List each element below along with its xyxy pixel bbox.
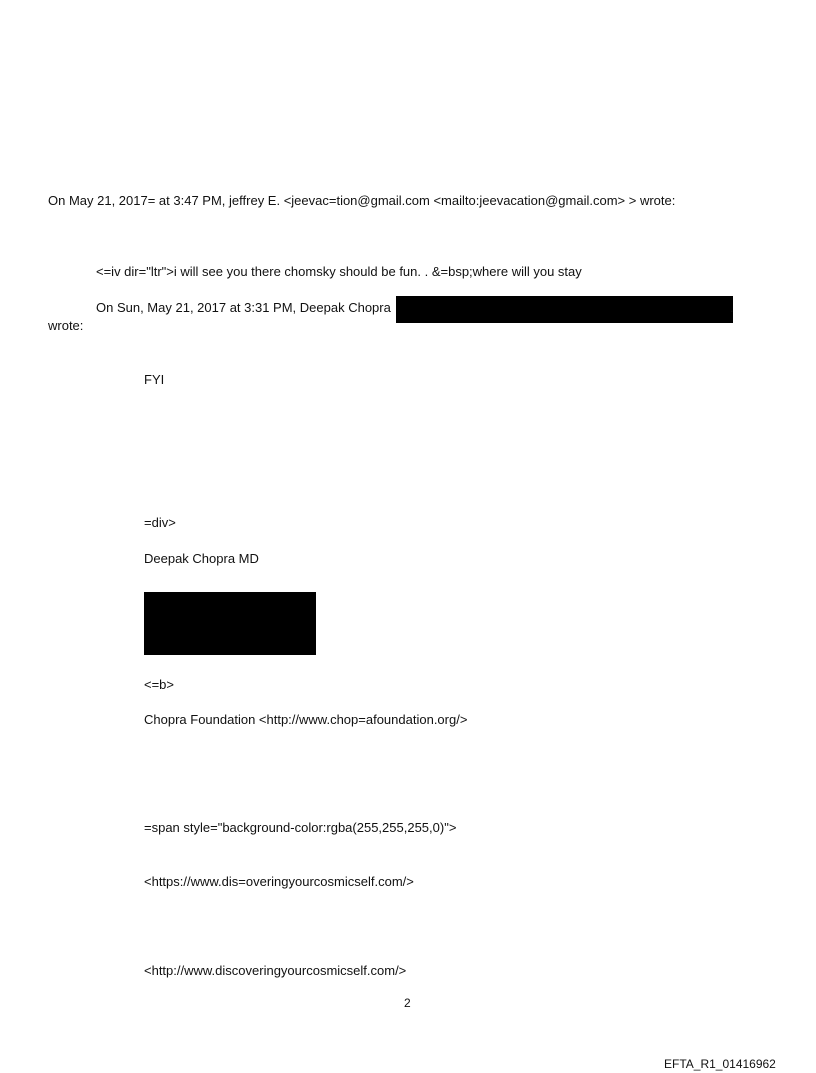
cosmic-self-link-1: <https://www.dis=overingyourcosmicself.com/>	[144, 874, 414, 889]
quoted-header-line: On Sun, May 21, 2017 at 3:31 PM, Deepak Chopra	[96, 300, 391, 315]
page-number: 2	[404, 996, 411, 1010]
div-tag-text: =div>	[144, 515, 176, 530]
fyi-text: FYI	[144, 372, 165, 387]
redaction-block-signature	[144, 592, 316, 655]
signature-name: Deepak Chopra MD	[144, 551, 259, 566]
b-tag-text: <=b>	[144, 677, 175, 692]
reply-text-line: <=iv dir="ltr">i will see you there chomsky should be fun. . &=bsp;where will you stay	[96, 264, 582, 279]
cosmic-self-link-2: <http://www.discoveringyourcosmicself.com/>	[144, 963, 407, 978]
foundation-line: Chopra Foundation <http://www.chop=afoundation.org/>	[144, 712, 468, 727]
quoted-header-trailing-char: .	[730, 300, 734, 315]
quoted-header-wrote: wrote:	[48, 318, 84, 333]
email-header-line: On May 21, 2017= at 3:47 PM, jeffrey E. <jeevac=tion@gmail.com <mailto:jeevacation@gmail.com> > wrote:	[48, 193, 676, 208]
document-id-stamp: EFTA_R1_01416962	[664, 1057, 776, 1071]
span-style-line: =span style="background-color:rgba(255,255,255,0)">	[144, 820, 457, 835]
redaction-block-email	[396, 296, 733, 323]
